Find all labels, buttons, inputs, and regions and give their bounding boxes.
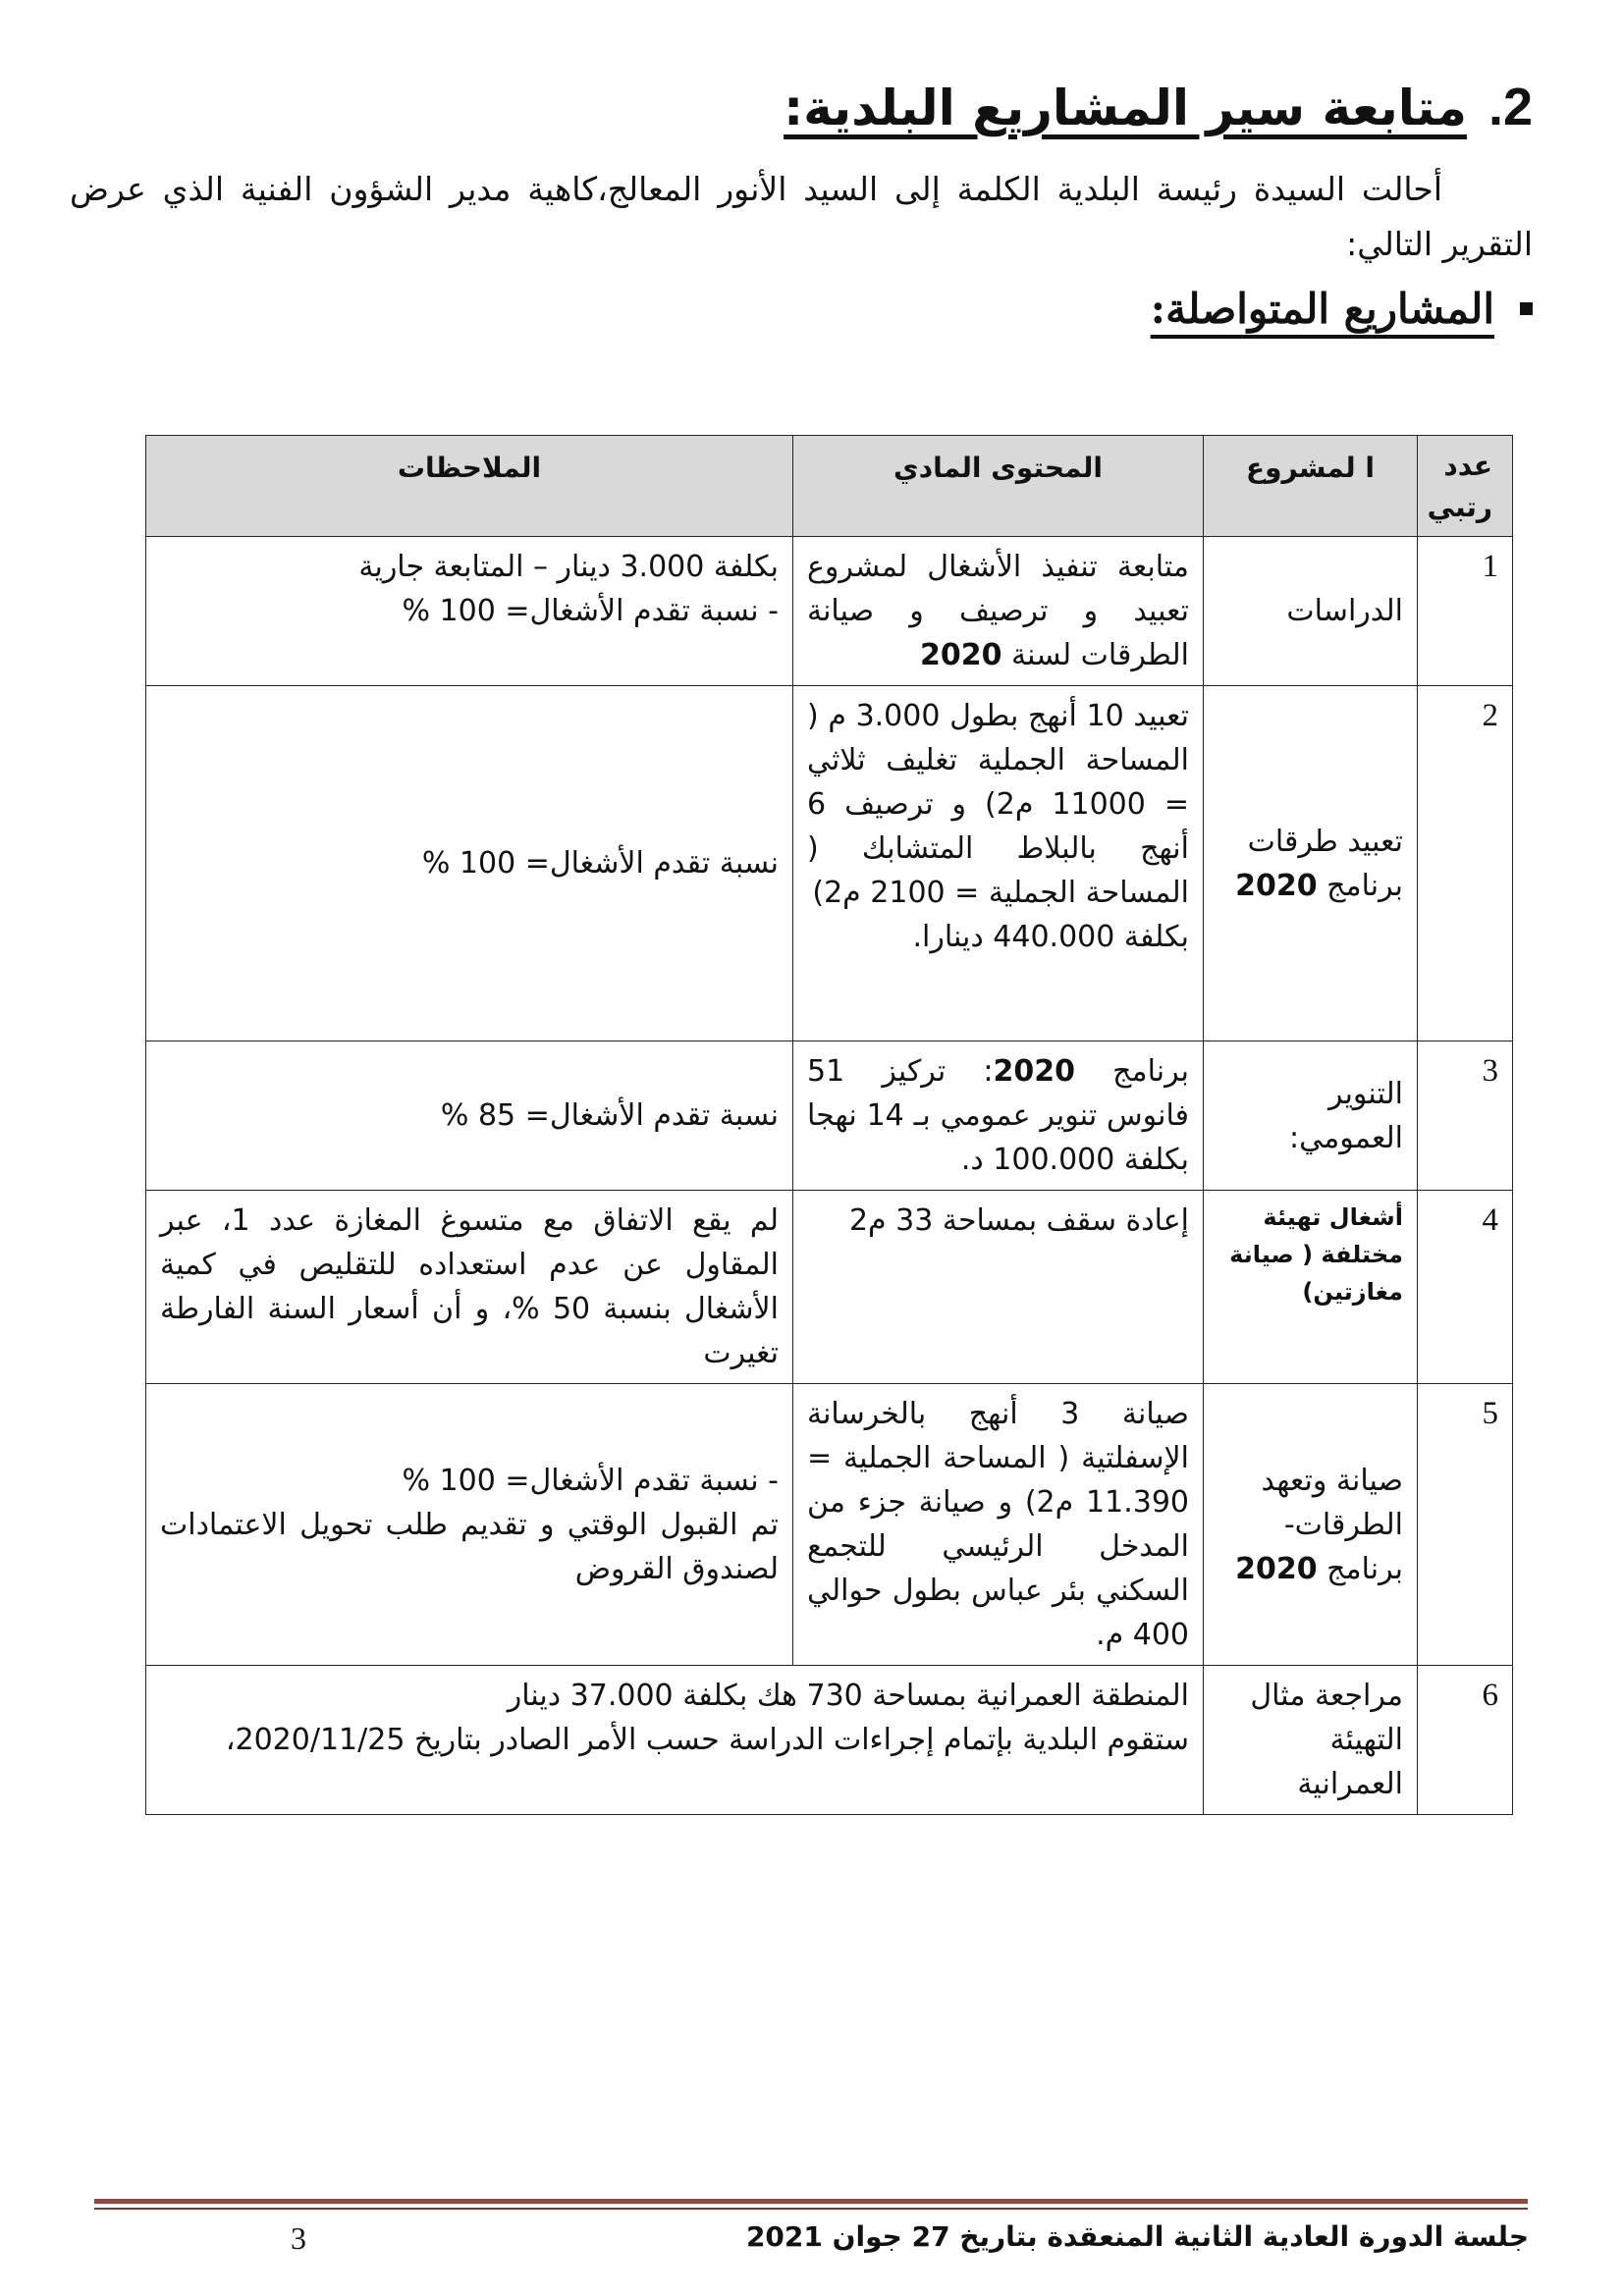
row-notes: نسبة تقدم الأشغال= 85 % [146, 1041, 793, 1191]
content-text: متابعة تنفيذ الأشغال لمشروع تعبيد و ترصيف و صيانة الطرقات لسنة [807, 550, 1189, 672]
project-year: 2020 [1235, 1551, 1318, 1586]
row-rank: 1 [1418, 537, 1513, 686]
row-project [1204, 1384, 1418, 1666]
row-notes [146, 537, 793, 686]
project-text: صيانة وتعهد الطرقات- برنامج [1261, 1463, 1403, 1586]
table-row [146, 1666, 1513, 1815]
content-text: تعبيد 10 أنهج بطول 3.000 م ( المساحة الجملية تغليف ثلاثي = 11000 م2) و ترصيف 6 أنهج بالبلاط المتشابك ( المساحة الجملية = 2100 م2) [807, 699, 1189, 910]
project-text: تعبيد طرقات برنامج [1247, 824, 1403, 903]
row-content [793, 686, 1204, 1041]
subsection-heading [1151, 285, 1533, 333]
header-rank-line1: عدد [1443, 450, 1492, 482]
row-content [793, 1041, 1204, 1191]
header-project: ا لمشروع [1204, 436, 1418, 537]
projects-table [145, 435, 1513, 1815]
section-title: متابعة سير المشاريع البلدية: [784, 80, 1467, 136]
notes-line: - نسبة تقدم الأشغال= 100 % [402, 594, 779, 628]
row-rank: 2 [1418, 686, 1513, 1041]
row-rank: 6 [1418, 1666, 1513, 1815]
row-rank: 4 [1418, 1191, 1513, 1384]
row-project: الدراسات [1204, 537, 1418, 686]
project-year: 2020 [1235, 868, 1318, 903]
header-rank-line2: رتبي [1427, 491, 1492, 523]
content-text: : تركيز 51 فانوس تنوير عمومي بـ 14 نهجا بكلفة 100.000 د. [807, 1054, 1189, 1177]
intro-paragraph: أحالت السيدة رئيسة البلدية الكلمة إلى السيد الأنور المعالج،كاهية مدير الشؤون الفنية الذي عرض التقرير التالي: [70, 170, 1533, 263]
section-number: .2 [1488, 78, 1533, 136]
row-content: صيانة 3 أنهج بالخرسانة الإسفلتية ( المساحة الجملية = 11.390 م2) و صيانة جزء من المدخل الرئيسي للتجمع السكني بئر عباس بطول حوالي 400 م. [793, 1384, 1204, 1666]
row-content: إعادة سقف بمساحة 33 م2 [793, 1191, 1204, 1384]
footer-session-text: جلسة الدورة العادية الثانية المنعقدة بتاريخ 27 جوان 2021 [745, 2220, 1529, 2253]
row-notes [146, 1384, 793, 1666]
footer-divider-thin [94, 2208, 1528, 2210]
section-heading [784, 77, 1533, 137]
table-row [146, 1384, 1513, 1666]
merged-line: المنطقة العمرانية بمساحة 730 هك بكلفة 37.000 دينار [507, 1679, 1189, 1713]
table-row [146, 1191, 1513, 1384]
subsection-title: المشاريع المتواصلة: [1150, 285, 1494, 333]
row-content [793, 537, 1204, 686]
content-text: برنامج [1074, 1054, 1189, 1089]
notes-line: بكلفة 3.000 دينار – المتابعة جارية [358, 550, 779, 584]
header-rank [1418, 436, 1513, 537]
row-project: التنوير العمومي: [1204, 1041, 1418, 1191]
row-project: أشغال تهيئة مختلفة ( صيانة مغازتين) [1204, 1191, 1418, 1384]
notes-line: - نسبة تقدم الأشغال= 100 % [402, 1463, 779, 1498]
table-row [146, 537, 1513, 686]
content-year: 2020 [920, 638, 1002, 672]
table-header-row [146, 436, 1513, 537]
merged-line: ستقوم البلدية بإتمام إجراءات الدراسة حسب الأمر الصادر بتاريخ 2020/11/25، [225, 1723, 1189, 1757]
row-notes: لم يقع الاتفاق مع متسوغ المغازة عدد 1، عبر المقاول عن عدم استعداده للتقليص في كمية الأشغال بنسبة 50 %، و أن أسعار السنة الفارطة تغيرت [146, 1191, 793, 1384]
footer-divider [94, 2199, 1528, 2204]
header-notes: الملاحظات [146, 436, 793, 537]
notes-line: تم القبول الوقتي و تقديم طلب تحويل الاعتمادات لصندوق القروض [160, 1507, 779, 1586]
row-rank: 3 [1418, 1041, 1513, 1191]
row-rank: 5 [1418, 1384, 1513, 1666]
content-cost: بكلفة 440.000 دينارا. [912, 920, 1189, 954]
page-number: 3 [291, 2220, 306, 2256]
row-project [1204, 686, 1418, 1041]
header-content: المحتوى المادي [793, 436, 1204, 537]
table-row [146, 686, 1513, 1041]
row-project: مراجعة مثال التهيئة العمرانية [1204, 1666, 1418, 1815]
content-year: 2020 [993, 1054, 1075, 1089]
square-bullet-icon [1520, 302, 1533, 315]
row-merged-content [146, 1666, 1204, 1815]
table-row [146, 1041, 1513, 1191]
row-notes: نسبة تقدم الأشغال= 100 % [146, 686, 793, 1041]
